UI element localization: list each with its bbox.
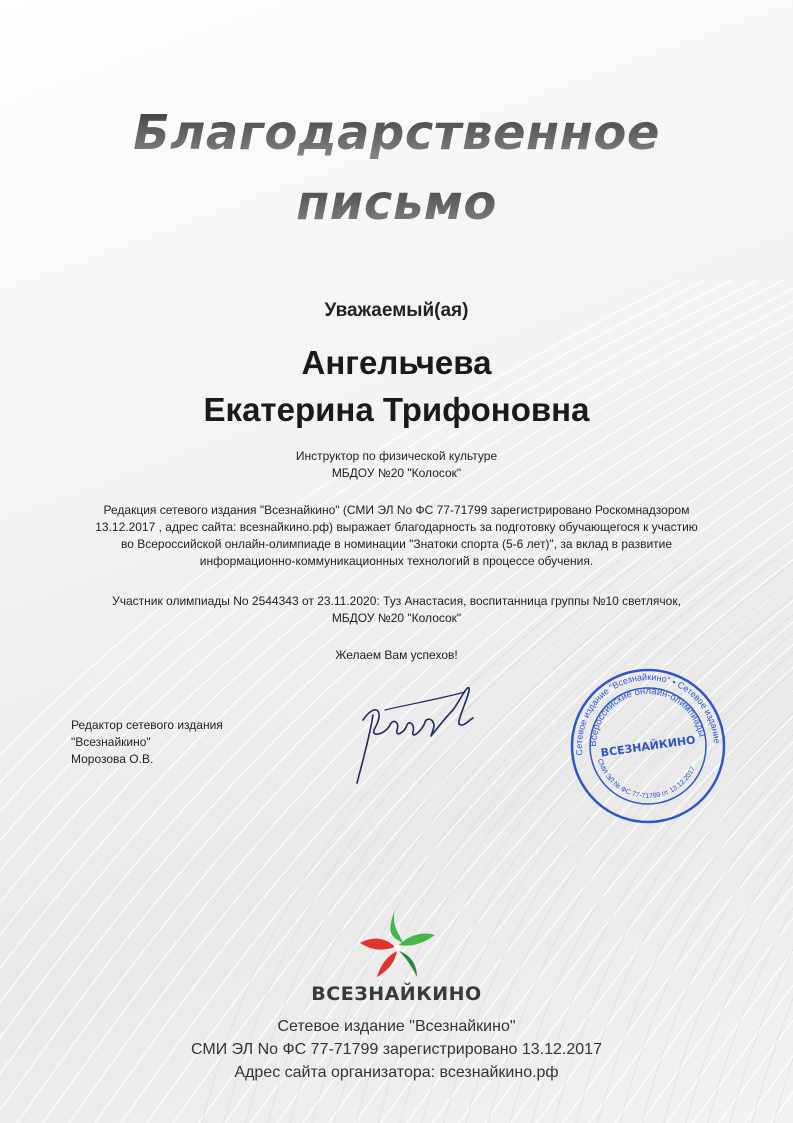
stamp-center-text: ВСЕЗНАЙКИНО bbox=[599, 733, 697, 760]
background-line bbox=[464, 560, 793, 1123]
participant-line-2: МБДОУ №20 "Колосок" bbox=[331, 611, 462, 625]
wishes: Желаем Вам успехов! bbox=[335, 648, 458, 662]
stamp-inner-text: Всероссийские онлайн-олимпиады bbox=[587, 685, 708, 747]
participant-line-1: Участник олимпиады No 2544343 от 23.11.2020: Туз Анастасия, воспитанница группы №10 светлячок, bbox=[112, 594, 681, 608]
body-line-4: информационно-коммуникационных технологий в процессе обучения. bbox=[199, 554, 594, 568]
background-line bbox=[750, 560, 793, 1123]
brand-logo-icon bbox=[355, 905, 440, 980]
official-stamp bbox=[569, 667, 727, 825]
editor-block bbox=[71, 717, 223, 768]
background-line bbox=[772, 560, 793, 1123]
background-line bbox=[574, 560, 793, 1123]
position-line-1: Инструктор по физической культуре bbox=[295, 449, 498, 463]
editor-line-1: Редактор сетевого издания bbox=[71, 718, 223, 732]
stamp-outer-text: Сетевое издание "Всезнайкино" • Сетевое издание bbox=[573, 671, 722, 756]
recipient-given-names: Екатерина Трифоновна bbox=[203, 391, 590, 428]
editor-line-3: Морозова О.В. bbox=[71, 752, 154, 766]
body-line-1: Редакция сетевого издания "Всезнайкино" (СМИ ЭЛ No ФС 77-71799 зарегистрировано Роскомнадзором bbox=[103, 503, 690, 517]
footer-line-1: Сетевое издание "Всезнайкино" bbox=[277, 1018, 516, 1035]
letter-body bbox=[60, 502, 733, 570]
salutation: Уважаемый(ая) bbox=[324, 300, 469, 321]
footer-line-3: Адрес сайта организатора: всезнайкино.рф bbox=[234, 1064, 559, 1081]
body-line-3: во Всероссийской онлайн-олимпиаде в номинации "Знатоки спорта (5-6 лет)", за вклад в развитие bbox=[120, 537, 673, 551]
brand-name: ВСЕЗНАЙКИНО bbox=[311, 983, 482, 1005]
title-line-2: письмо bbox=[0, 175, 793, 231]
body-line-2: 13.12.2017 , адрес сайта: всезнайкино.рф) выражает благодарность за подготовку обучающегося к участию bbox=[95, 520, 698, 534]
position-line-2: МБДОУ №20 "Колосок" bbox=[331, 466, 462, 480]
recipient-position bbox=[0, 448, 793, 482]
background-line bbox=[420, 560, 793, 1123]
stamp-bottom-text: СМИ ЭЛ № ФС 77-71799 от 13.12.2017 bbox=[595, 758, 697, 801]
background-line bbox=[728, 560, 793, 1123]
footer-line-2: СМИ ЭЛ No ФС 77-71799 зарегистрировано 13.12.2017 bbox=[191, 1041, 602, 1058]
editor-line-2: "Всезнайкино" bbox=[71, 735, 151, 749]
background-line bbox=[552, 560, 793, 1123]
background-line bbox=[200, 560, 620, 1123]
recipient-surname: Ангельчева bbox=[301, 344, 492, 381]
participant-info bbox=[0, 593, 793, 627]
title-line-1: Благодарственное bbox=[0, 105, 793, 161]
editor-signature bbox=[345, 680, 485, 790]
